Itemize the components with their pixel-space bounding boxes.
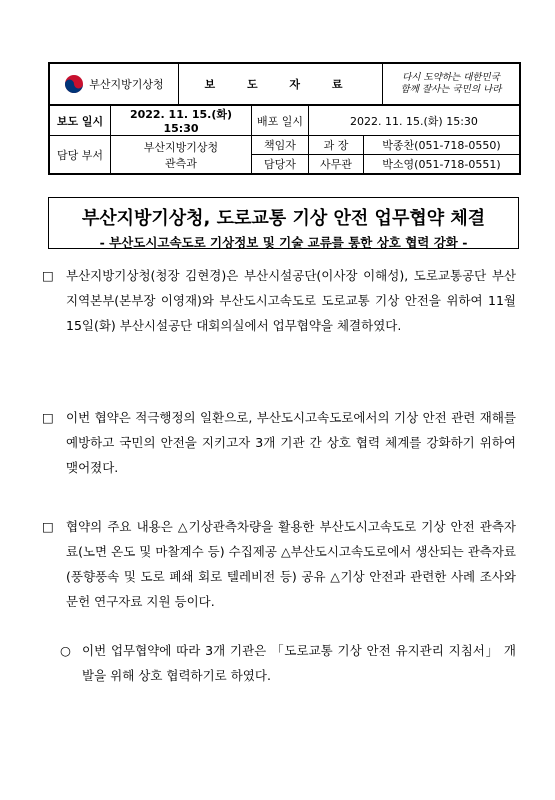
- doc-type-title: 보 도 자 료: [179, 64, 383, 105]
- org-name: 부산지방기상청: [89, 78, 164, 91]
- role2-title: 사무관: [309, 155, 364, 174]
- taegeuk-emblem-icon: [64, 74, 84, 94]
- release-label: 보도 일시: [50, 106, 111, 136]
- distribution-label: 배포 일시: [252, 106, 309, 136]
- paragraph-2-text: 이번 협약은 적극행정의 일환으로, 부산도시고속도로에서의 기상 안전 관련 재해를 예방하고 국민의 안전을 지키고자 3개 기관 간 상호 협력 체계를 강화하기 위하여 맺어졌다.: [66, 410, 516, 475]
- paragraph-3-text: 협약의 주요 내용은 △기상관측차량을 활용한 부산도시고속도로 기상 안전 관측자료(노면 온도 및 마찰계수 등) 수집제공 △부산도시고속도로에서 생산되는 관측자료(풍향풍속 및 도로 폐쇄 회로 텔레비전 등) 공유 △기상 안전과 관련한 사례 조사와 문헌 연구자료 지원 등이다.: [66, 519, 516, 609]
- role2-label: 담당자: [252, 155, 309, 174]
- paragraph-3: [42, 514, 516, 614]
- role1-title: 과 장: [309, 136, 364, 155]
- slogan-line1: 다시 도약하는 대한민국: [402, 72, 500, 83]
- role1-label: 책임자: [252, 136, 309, 155]
- slogan: [383, 64, 520, 105]
- role1-contact: 박종찬(051-718-0550): [364, 136, 520, 155]
- bullet-marker: □: [42, 519, 54, 534]
- paragraph-4-text: 이번 업무협약에 따라 3개 기관은 「도로교통 기상 안전 유지관리 지침서」 개발을 위해 상호 협력하기로 하였다.: [82, 643, 516, 683]
- bullet-marker: □: [42, 268, 54, 283]
- role2-contact: 박소영(051-718-0551): [364, 155, 520, 174]
- paragraph-1: [42, 263, 516, 338]
- headline: 부산지방기상청, 도로교통 기상 안전 업무협약 체결: [81, 208, 486, 229]
- paragraph-2: [42, 405, 516, 480]
- subheadline: - 부산도시고속도로 기상정보 및 기술 교류를 통한 상호 협력 강화 -: [99, 235, 468, 250]
- distribution-value: 2022. 11. 15.(화) 15:30: [309, 106, 520, 136]
- paragraph-4: [60, 638, 516, 688]
- bullet-marker: □: [42, 410, 54, 425]
- release-value: 2022. 11. 15.(화) 15:30: [111, 106, 252, 136]
- headline-box: [48, 197, 519, 249]
- dept-value-line1: 부산지방기상청: [143, 140, 219, 154]
- dept-value: [111, 136, 252, 174]
- sub-bullet-marker: ○: [60, 643, 71, 658]
- press-header: [48, 62, 521, 175]
- dept-label: 담당 부서: [50, 136, 111, 174]
- slogan-line2: 함께 잘사는 국민의 나라: [400, 84, 502, 95]
- dept-value-line2: 관측과: [165, 156, 197, 170]
- paragraph-1-text: 부산지방기상청(청장 김현경)은 부산시설공단(이사장 이해성), 도로교통공단 부산지역본부(본부장 이영재)와 부산도시고속도로 도로교통 기상 안전을 위하여 11월 15일(화) 부산시설공단 대회의실에서 업무협약을 체결하였다.: [66, 268, 516, 333]
- org-logo-cell: [50, 64, 179, 105]
